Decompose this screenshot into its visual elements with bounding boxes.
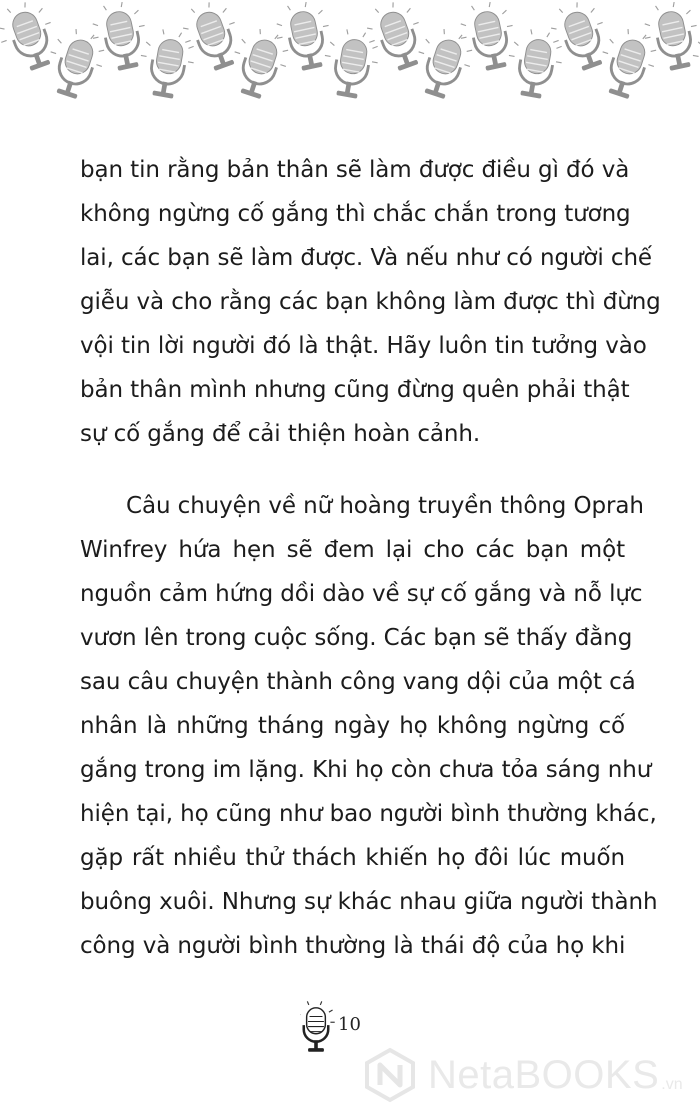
text-line: công và người bình thường là thái độ của họ khi bbox=[80, 933, 626, 959]
netabooks-watermark bbox=[362, 1040, 692, 1110]
microphone-icon bbox=[639, 0, 700, 75]
microphone-icon bbox=[455, 0, 521, 75]
text-line: gặp rất nhiều thử thách khiến họ đôi lúc muốn bbox=[80, 845, 625, 871]
microphone-icon bbox=[87, 0, 153, 75]
microphone-icon bbox=[0, 0, 64, 77]
text-line: Câu chuyện về nữ hoàng truyền thông Oprah bbox=[126, 493, 644, 519]
microphone-icon bbox=[591, 24, 662, 104]
text-line: vội tin lời người đó là thật. Hãy luôn tin tưởng vào bbox=[80, 333, 647, 359]
microphone-icon bbox=[318, 26, 382, 101]
watermark-suffix: .vn bbox=[661, 1076, 683, 1093]
text-line: lai, các bạn sẽ làm được. Và nếu như có người chế bbox=[80, 245, 652, 271]
microphone-icon bbox=[407, 24, 478, 104]
text-line: nguồn cảm hứng dồi dào về sự cố gắng và nỗ lực bbox=[80, 581, 643, 607]
text-body bbox=[80, 148, 661, 968]
paragraph-2 bbox=[80, 484, 658, 968]
watermark-brand: NetaBOOKS bbox=[428, 1052, 660, 1097]
paragraph-gap bbox=[80, 456, 625, 484]
text-line: sự cố gắng để cải thiện hoàn cảnh. bbox=[80, 421, 481, 447]
text-line: buông xuôi. Nhưng sự khác nhau giữa người thành bbox=[80, 889, 658, 915]
text-line: sau câu chuyện thành công vang dội của một cá bbox=[80, 669, 636, 695]
text-line: nhân là những tháng ngày họ không ngừng cố bbox=[80, 713, 625, 739]
text-line: vươn lên trong cuộc sống. Các bạn sẽ thấy đằng bbox=[80, 625, 633, 651]
microphone-icon bbox=[175, 0, 248, 77]
text-line: giễu và cho rằng các bạn không làm được thì đừng bbox=[80, 289, 661, 315]
microphone-pattern-border bbox=[0, 0, 700, 112]
text-line: bản thân mình nhưng cũng đừng quên phải thật bbox=[80, 377, 630, 403]
text-line: hiện tại, họ cũng như bao người bình thường khác, bbox=[80, 801, 657, 827]
microphone-icon bbox=[502, 26, 566, 101]
microphone-icon bbox=[39, 24, 110, 104]
microphone-icon bbox=[359, 0, 432, 77]
text-line: bạn tin rằng bản thân sẽ làm được điều gì đó và bbox=[80, 157, 630, 183]
netabooks-logo-icon bbox=[362, 1047, 418, 1103]
microphone-icon bbox=[543, 0, 616, 77]
paragraph-1 bbox=[80, 148, 661, 456]
page-number: 10 bbox=[338, 1014, 361, 1035]
text-line: không ngừng cố gắng thì chắc chắn trong tương bbox=[80, 201, 631, 227]
text-line: Winfrey hứa hẹn sẽ đem lại cho các bạn một bbox=[80, 537, 625, 563]
text-line: gắng trong im lặng. Khi họ còn chưa tỏa sáng như bbox=[80, 757, 652, 783]
microphone-icon bbox=[134, 26, 198, 101]
microphone-icon bbox=[223, 24, 294, 104]
microphone-icon bbox=[271, 0, 337, 75]
